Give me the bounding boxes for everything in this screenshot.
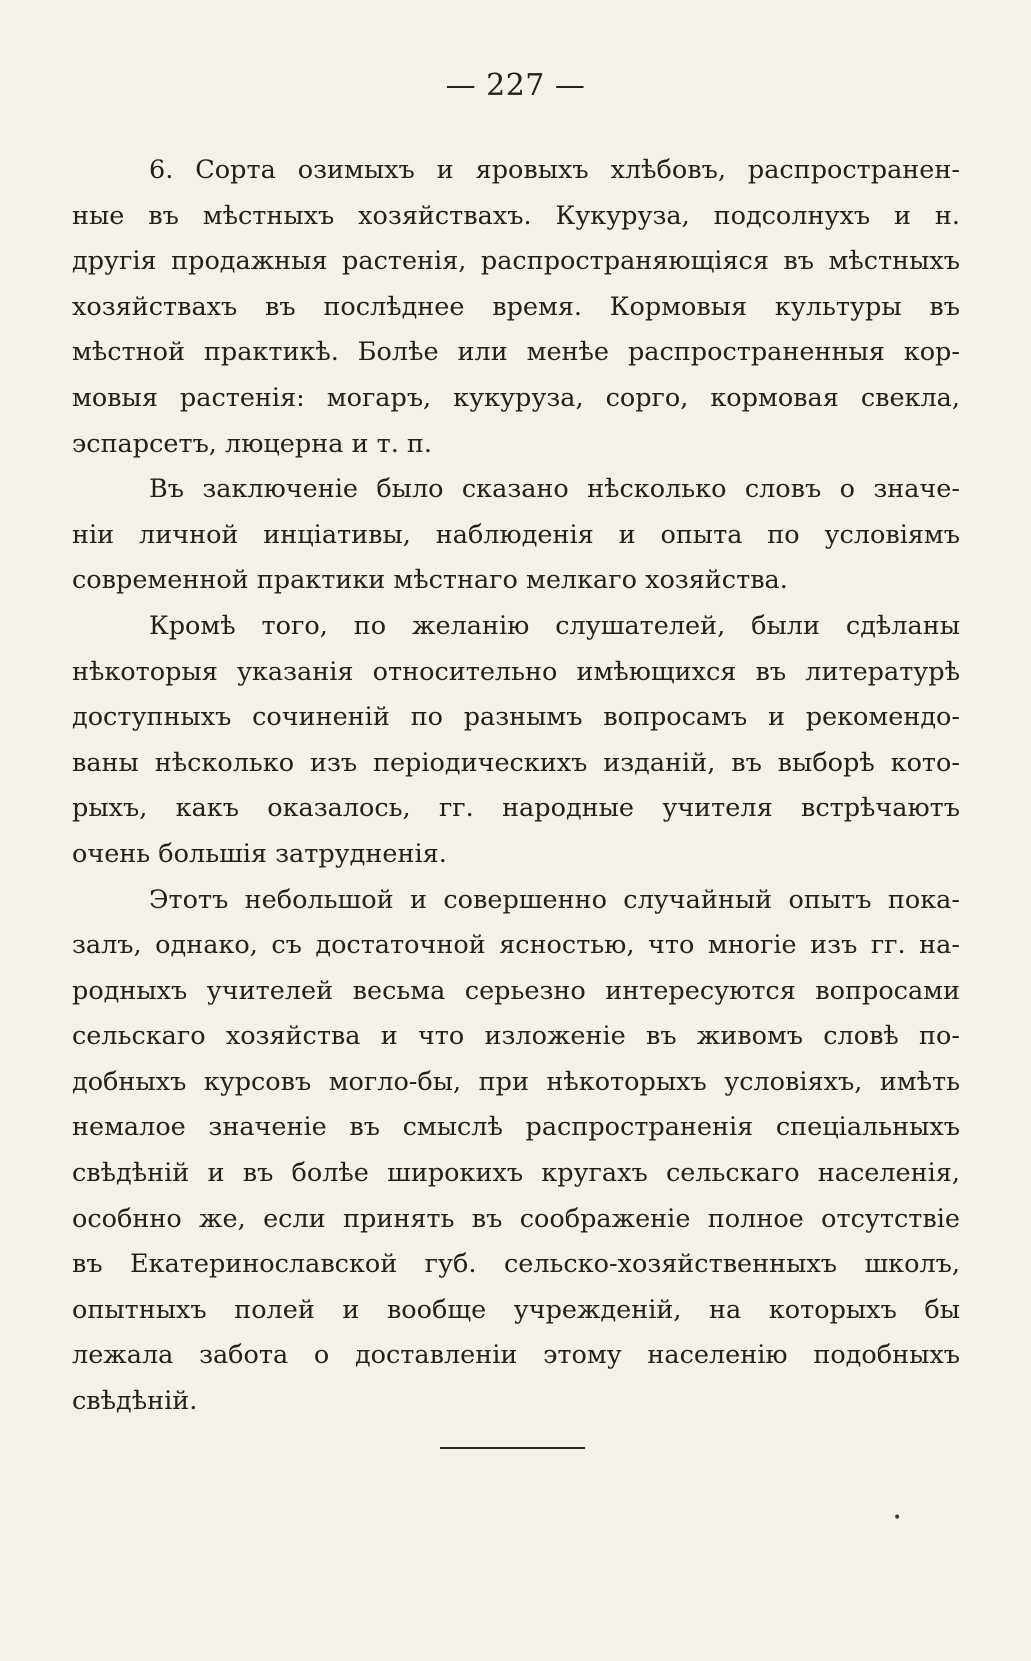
text-line: другія продажныя растенія, распространяющіяся въ мѣстныхъ — [72, 246, 960, 277]
text-line: ные въ мѣстныхъ хозяйствахъ. Кукуруза, подсолнухъ и н. — [72, 200, 960, 231]
text-line: мѣстной практикѣ. Болѣе или менѣе распространенныя кор- — [72, 337, 960, 368]
text-line: сельскаго хозяйства и что изложеніе въ живомъ словѣ по- — [72, 1021, 960, 1052]
page-number: — 227 — — [445, 68, 586, 103]
text-line: Кромѣ того, по желанію слушателей, были сдѣланы — [149, 610, 960, 641]
text-line: родныхъ учителей весьма серьезно интересуются вопросами — [72, 975, 960, 1006]
text-line: въ Екатеринославской губ. сельско-хозяйственныхъ школъ, — [72, 1249, 960, 1280]
text-line: нѣкоторыя указанія относительно имѣющихся въ литературѣ — [72, 656, 960, 687]
print-mark-icon: • — [893, 1510, 902, 1526]
text-line: хозяйствахъ въ послѣднее время. Кормовыя культуры въ — [72, 291, 960, 322]
text-line: опытныхъ полей и вообще учрежденій, на которыхъ бы — [72, 1294, 960, 1325]
text-line: залъ, однако, съ достаточной ясностью, что многіе изъ гг. на- — [72, 930, 960, 961]
text-line: мовыя растенія: могаръ, кукуруза, сорго, кормовая свекла, — [72, 382, 960, 413]
text-line: эспарсетъ, люцерна и т. п. — [72, 428, 433, 459]
text-line: доступныхъ сочиненій по разнымъ вопросамъ и рекомендо- — [72, 702, 960, 733]
text-line: современной практики мѣстнаго мелкаго хозяйства. — [72, 565, 788, 596]
text-line: лежала забота о доставленіи этому населенію подобныхъ — [72, 1340, 960, 1371]
text-line: ваны нѣсколько изъ періодическихъ изданій, въ выборѣ кото- — [72, 747, 960, 778]
body-text — [72, 148, 960, 1425]
text-line: немалое значеніе въ смыслѣ распространенія спеціальныхъ — [72, 1112, 960, 1143]
section-divider — [440, 1447, 585, 1449]
text-line: свѣдѣній. — [72, 1386, 198, 1417]
text-line: Въ заключеніе было сказано нѣсколько словъ о значе- — [149, 474, 960, 505]
text-line: свѣдѣній и въ болѣе широкихъ кругахъ сельскаго населенія, — [72, 1158, 960, 1189]
text-line: ніи личной инціативы, наблюденія и опыта по условіямъ — [72, 519, 960, 550]
text-line: Этотъ небольшой и совершенно случайный опытъ пока- — [149, 884, 960, 915]
text-line: 6. Сорта озимыхъ и яровыхъ хлѣбовъ, распространен- — [149, 155, 960, 185]
text-line: особнно же, если принять въ соображеніе полное отсутствіе — [72, 1203, 960, 1234]
text-line: очень большія затрудненія. — [72, 838, 447, 869]
text-line: добныхъ курсовъ могло-бы, при нѣкоторыхъ условіяхъ, имѣть — [72, 1066, 960, 1097]
text-line: рыхъ, какъ оказалось, гг. народные учителя встрѣчаютъ — [72, 793, 960, 824]
